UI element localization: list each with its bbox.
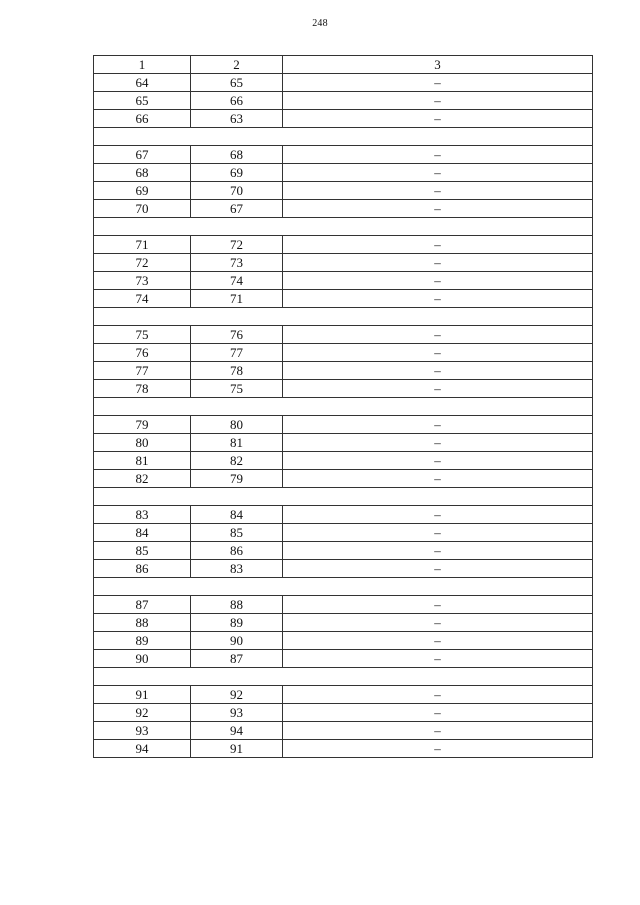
table-cell: – xyxy=(283,92,593,110)
table-cell: – xyxy=(283,632,593,650)
table-cell: 76 xyxy=(94,344,191,362)
table-cell: 88 xyxy=(94,614,191,632)
table-cell: – xyxy=(283,344,593,362)
table-cell: – xyxy=(283,650,593,668)
group-separator-cell xyxy=(94,218,593,236)
table-row xyxy=(94,560,593,578)
table-cell: 91 xyxy=(191,740,283,758)
table-cell: – xyxy=(283,542,593,560)
table-cell: – xyxy=(283,254,593,272)
table-cell: 82 xyxy=(94,470,191,488)
table-cell: – xyxy=(283,200,593,218)
table-row xyxy=(94,74,593,92)
page-number: 248 xyxy=(312,18,328,29)
table-cell: – xyxy=(283,182,593,200)
table-cell: 74 xyxy=(191,272,283,290)
table-cell: 91 xyxy=(94,686,191,704)
table-row xyxy=(94,272,593,290)
table-cell: 93 xyxy=(94,722,191,740)
table-header-row xyxy=(94,56,593,74)
table-cell: 83 xyxy=(191,560,283,578)
group-separator-row xyxy=(94,578,593,596)
table-row xyxy=(94,614,593,632)
table-cell: – xyxy=(283,74,593,92)
table-row xyxy=(94,632,593,650)
table-cell: 88 xyxy=(191,596,283,614)
table-cell: 87 xyxy=(191,650,283,668)
table-cell: 89 xyxy=(191,614,283,632)
table-row xyxy=(94,470,593,488)
table-cell: – xyxy=(283,290,593,308)
table-cell: 65 xyxy=(94,92,191,110)
table-cell: 83 xyxy=(94,506,191,524)
group-separator-row xyxy=(94,668,593,686)
table-cell: 75 xyxy=(191,380,283,398)
table-cell: 76 xyxy=(191,326,283,344)
data-table xyxy=(93,55,593,758)
table-cell: 85 xyxy=(94,542,191,560)
table-cell: 67 xyxy=(94,146,191,164)
table-row xyxy=(94,596,593,614)
table-row xyxy=(94,110,593,128)
table-cell: 73 xyxy=(191,254,283,272)
table-cell: 78 xyxy=(94,380,191,398)
table-row xyxy=(94,146,593,164)
table-cell: 70 xyxy=(191,182,283,200)
group-separator-row xyxy=(94,308,593,326)
group-separator-cell xyxy=(94,308,593,326)
table-cell: – xyxy=(283,326,593,344)
table-cell: 94 xyxy=(94,740,191,758)
table-row xyxy=(94,686,593,704)
table-cell: 67 xyxy=(191,200,283,218)
table-row xyxy=(94,506,593,524)
table-cell: 72 xyxy=(191,236,283,254)
table-cell: 72 xyxy=(94,254,191,272)
table-row xyxy=(94,524,593,542)
table-row xyxy=(94,704,593,722)
table-cell: – xyxy=(283,272,593,290)
table-cell: 82 xyxy=(191,452,283,470)
table-cell: 79 xyxy=(94,416,191,434)
table-cell: 81 xyxy=(94,452,191,470)
table-cell: – xyxy=(283,560,593,578)
table-row xyxy=(94,416,593,434)
table-cell: – xyxy=(283,380,593,398)
table-cell: – xyxy=(283,236,593,254)
table-cell: 77 xyxy=(191,344,283,362)
header-cell: 1 xyxy=(94,56,191,74)
table-cell: – xyxy=(283,704,593,722)
group-separator-row xyxy=(94,488,593,506)
table-cell: 94 xyxy=(191,722,283,740)
table-cell: – xyxy=(283,470,593,488)
table-cell: 66 xyxy=(191,92,283,110)
table-cell: 92 xyxy=(94,704,191,722)
table-cell: 84 xyxy=(94,524,191,542)
table-row xyxy=(94,254,593,272)
table-cell: 85 xyxy=(191,524,283,542)
table-row xyxy=(94,452,593,470)
table-row xyxy=(94,380,593,398)
table-cell: – xyxy=(283,434,593,452)
table-cell: – xyxy=(283,452,593,470)
table-cell: – xyxy=(283,524,593,542)
group-separator-row xyxy=(94,128,593,146)
table-cell: 75 xyxy=(94,326,191,344)
group-separator-cell xyxy=(94,128,593,146)
table-cell: – xyxy=(283,722,593,740)
table-cell: 73 xyxy=(94,272,191,290)
table-cell: – xyxy=(283,362,593,380)
table-cell: 80 xyxy=(94,434,191,452)
table-row xyxy=(94,362,593,380)
table-cell: 90 xyxy=(191,632,283,650)
group-separator-row xyxy=(94,218,593,236)
group-separator-cell xyxy=(94,668,593,686)
table-cell: – xyxy=(283,740,593,758)
table-cell: 65 xyxy=(191,74,283,92)
table-cell: 84 xyxy=(191,506,283,524)
table-row xyxy=(94,740,593,758)
table-cell: 93 xyxy=(191,704,283,722)
table-cell: 78 xyxy=(191,362,283,380)
table-cell: – xyxy=(283,164,593,182)
table-cell: 80 xyxy=(191,416,283,434)
table-cell: 90 xyxy=(94,650,191,668)
table-cell: 68 xyxy=(191,146,283,164)
table-cell: 79 xyxy=(191,470,283,488)
table-cell: 86 xyxy=(94,560,191,578)
table-cell: 74 xyxy=(94,290,191,308)
table-row xyxy=(94,92,593,110)
group-separator-cell xyxy=(94,398,593,416)
table-cell: 89 xyxy=(94,632,191,650)
table-cell: 70 xyxy=(94,200,191,218)
table-cell: 71 xyxy=(191,290,283,308)
table-row xyxy=(94,200,593,218)
table-cell: 86 xyxy=(191,542,283,560)
table-cell: – xyxy=(283,686,593,704)
table-cell: 64 xyxy=(94,74,191,92)
table-cell: – xyxy=(283,596,593,614)
table-row xyxy=(94,344,593,362)
table-cell: – xyxy=(283,506,593,524)
table-cell: 63 xyxy=(191,110,283,128)
table-cell: 69 xyxy=(94,182,191,200)
table-row xyxy=(94,542,593,560)
group-separator-cell xyxy=(94,488,593,506)
table-cell: – xyxy=(283,614,593,632)
table-row xyxy=(94,326,593,344)
table-row xyxy=(94,722,593,740)
table-cell: – xyxy=(283,146,593,164)
table-row xyxy=(94,164,593,182)
table-cell: 71 xyxy=(94,236,191,254)
table-cell: 77 xyxy=(94,362,191,380)
table-cell: 69 xyxy=(191,164,283,182)
group-separator-row xyxy=(94,398,593,416)
table-row xyxy=(94,290,593,308)
header-cell: 3 xyxy=(283,56,593,74)
table-row xyxy=(94,650,593,668)
table-cell: – xyxy=(283,416,593,434)
table-row xyxy=(94,236,593,254)
table-cell: 66 xyxy=(94,110,191,128)
table-cell: 92 xyxy=(191,686,283,704)
table-cell: 81 xyxy=(191,434,283,452)
header-cell: 2 xyxy=(191,56,283,74)
table-cell: 87 xyxy=(94,596,191,614)
table-cell: – xyxy=(283,110,593,128)
group-separator-cell xyxy=(94,578,593,596)
table-body xyxy=(94,56,593,758)
table-row xyxy=(94,182,593,200)
table-row xyxy=(94,434,593,452)
table-cell: 68 xyxy=(94,164,191,182)
